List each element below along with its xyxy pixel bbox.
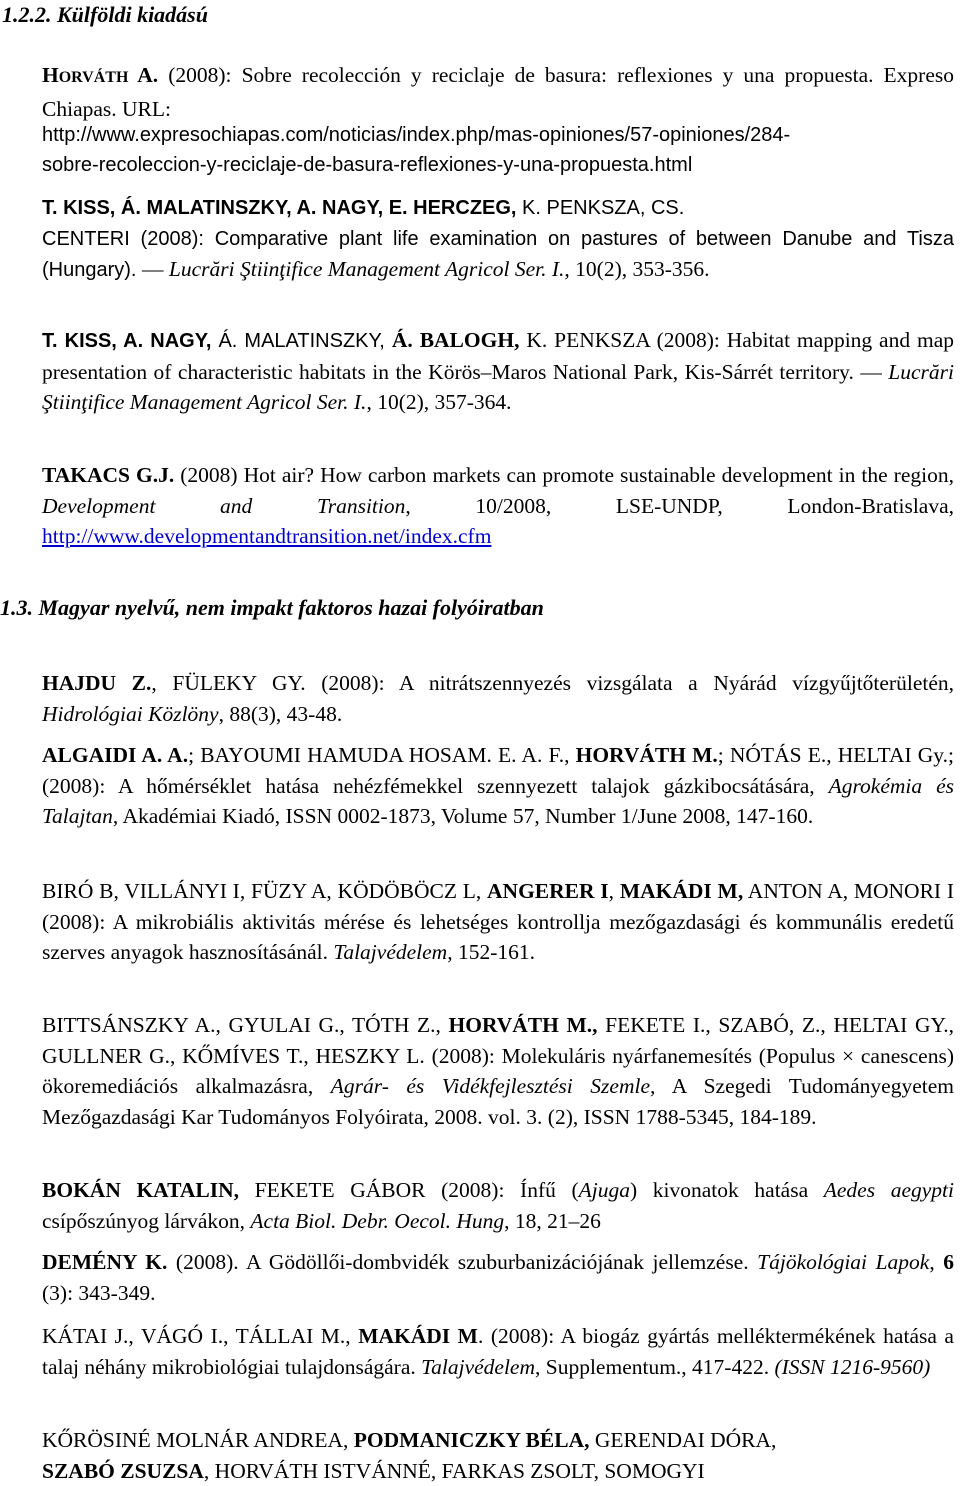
journal-name: Agrokémia és Talajtan [42,773,954,828]
pages: 152-161. [452,940,535,964]
bold-author: MAKÁDI M [358,1324,478,1348]
em-dash: — [860,359,882,384]
reference-title: CENTERI (2008): Comparative plant life examination on pastures of between Danube and Tisza (Hungary). [42,228,954,281]
reference-title: K. PENKSZA (2008): Habitat mapping and map presentation of characteristic habitats in the Körös–Maros National Park, Kis-Sárrét territory. [42,328,955,384]
reference-horvath-2008-sobre [42,60,954,124]
reference-text: FEKETE GÁBOR (2008): Ínfű ( [239,1178,579,1202]
reference-biro-2008 [42,876,954,968]
section-heading-1-3: 1.3. Magyar nyelvű, nem impakt faktoros hazai folyóiratban [0,595,544,620]
reference-bittsanszky-2008 [42,1010,954,1132]
volume: 6 [943,1250,954,1274]
bold-author-1: ANGERER I [487,879,609,903]
reference-text: ANTON A, MONORI I (2008): A mikrobiális aktivitás mérése és lehetséges kontrollja mezőgazdasági és kommunális eredetű szerves anyagok hasznosításánál. [42,879,954,964]
volume-pages: , 88(3), 43-48. [218,701,343,726]
reference-text-2: ; NÓTÁS E., HELTAI Gy.; (2008): A hőmérséklet hatása nehézfémekkel szennyezett talajok gázkibocsátására, [42,743,954,798]
bold-author: HORVÁTH M., [448,1013,598,1037]
reference-text: , FÜLEKY GY. (2008): A nitrátszennyezés vizsgálata a Nyárád vízgyűjtőterületén, [151,671,954,695]
journal-name: Talajvédelem, [333,940,453,964]
separator: , [929,1250,944,1274]
reference-katai-2008 [42,1321,954,1382]
journal-name: Acta Biol. Debr. Oecol. Hung [250,1208,505,1233]
reference-link[interactable]: http://www.developmentandtransition.net/index.cfm [42,524,492,548]
reference-text: . (2008): A biogáz gyártás melléktermékének hatása a talaj néhány mikrobiológiai tulajdonságára. [42,1324,954,1379]
journal-name: Hidrológiai Közlöny [42,701,219,726]
bold-author-2: SZABÓ ZSUZSA [42,1458,204,1483]
author: TAKACS G.J. [42,463,175,487]
species-name-2: Aedes aegypti [823,1178,954,1202]
separator: , [608,879,620,903]
reference-algaidi-2008 [42,740,954,832]
reference-text: (2008) Hot air? How carbon markets can promote sustainable development in the region, [174,463,954,487]
plain-authors: Á. MALATINSZKY, [211,330,392,352]
reference-hajdu-2008 [42,668,954,729]
journal-name: Development and Transition [42,493,406,518]
reference-kiss-2008-habitat [42,325,954,418]
url-line-2[interactable]: sobre-recoleccion-y-reciclaje-de-basura-reflexiones-y-una-propuesta.html [42,154,693,176]
plain-authors: K. PENKSZA, CS. [516,197,685,219]
author-2: HORVÁTH M. [575,743,718,767]
reference-kiss-2008-comparative [42,193,954,285]
bold-authors: T. KISS, A. NAGY, [42,330,212,352]
reference-text: FEKETE I., SZABÓ, Z., HELTAI GY., GULLNER G., KŐMÍVES T., HESZKY L. (2008): Molekuláris nyárfanemesítés (Populus [42,1013,954,1068]
bold-author-2: MAKÁDI M, [619,879,744,903]
reference-text-2: , 10/2008, LSE-UNDP, London-Bratislava, [405,493,954,518]
reference-demeny-2008 [42,1247,954,1308]
bold-author: DEMÉNY K. [42,1250,168,1274]
reference-text-2: , Supplementum., 417-422. [535,1354,775,1379]
author: ALGAIDI A. A. [42,743,189,767]
author-initials: A. [128,63,159,87]
section-heading-1-2-2: 1.2.2. Külföldi kiadású [2,2,208,27]
reference-url[interactable] [42,120,954,180]
authors: KÁTAI J., VÁGÓ I., TÁLLAI M., [42,1324,359,1348]
journal-name: Agrár- és Vidékfejlesztési Szemle, [330,1074,656,1098]
bold-authors: T. KISS, Á. MALATINSZKY, A. NAGY, E. HERCZEG, [42,197,517,219]
reference-takacs-2008 [42,460,954,552]
authors: BIRÓ B, VILLÁNYI I, FÜZY A, KÖDÖBÖCZ L, [42,879,488,903]
author: HAJDU Z. [42,671,152,695]
reference-text-3: A Szegedi Tudományegyetem Mezőgazdasági Kar Tudományos Folyóirata, 2008. vol. 3. (2), ISSN 1788-5345, 184-189. [42,1074,954,1129]
bold-author: BOKÁN KATALIN, [42,1178,239,1202]
bold-authors-2: Á. BALOGH, [391,328,520,352]
reference-text: (2008). A Gödöllői-dombvidék szuburbanizációjának jellemzése. [167,1250,758,1274]
reference-text-3: csípőszúnyog lárvákon, [42,1208,251,1233]
issue-pages: (3): 343-349. [42,1280,156,1305]
reference-korosine-2008 [42,1425,954,1486]
volume-pages: , 10(2), 353-356. [564,257,710,281]
authors-2: GERENDAI DÓRA, [589,1428,777,1452]
journal-name: Tájökológiai Lapok [757,1250,930,1274]
reference-text-3: , Akadémiai Kiadó, ISSN 0002-1873, Volume 57, Number 1/June 2008, 147-160. [112,804,814,828]
journal-name: Lucrări Ştiinţifice Management Agricol Ser. I. [163,257,565,281]
reference-text-2: canescens) ökoremediációs alkalmazásra, [42,1043,955,1098]
volume-pages: , 18, 21–26 [504,1208,601,1233]
url-line-1[interactable]: http://www.expresochiapas.com/noticias/index.php/mas-opiniones/57-opiniones/284- [42,124,791,146]
times-symbol: × [841,1043,855,1068]
authors: BITTSÁNSZKY A., GYULAI G., TÓTH Z., [42,1013,449,1037]
reference-body [42,223,954,285]
reference-text: ; BAYOUMI HAMUDA HOSAM. E. A. F., [188,743,576,767]
volume-pages: , 10(2), 357-364. [366,390,512,414]
authors: KŐRÖSINÉ MOLNÁR ANDREA, [42,1428,354,1452]
bold-author: PODMANICZKY BÉLA, [353,1428,590,1452]
em-dash: — [142,257,164,281]
journal-name: Lucrări Ştiinţifice Management Agricol Ser. I. [42,359,954,414]
issn: (ISSN 1216-9560) [774,1354,931,1379]
authors-3: , HORVÁTH ISTVÁNNÉ, FARKAS ZSOLT, SOMOGYI [203,1458,705,1483]
author-initial: H [42,63,59,87]
journal-name: Talajvédelem [421,1354,535,1379]
species-name: Ajuga [578,1178,631,1202]
reference-bokan-2008 [42,1175,954,1236]
author-surname: ORVÁTH [58,69,129,86]
reference-text: (2008): Sobre recolección y reciclaje de basura: reflexiones y una propuesta. Expreso Chiapas. URL: [42,63,954,121]
reference-text-2: ) kivonatok hatása [630,1178,824,1202]
